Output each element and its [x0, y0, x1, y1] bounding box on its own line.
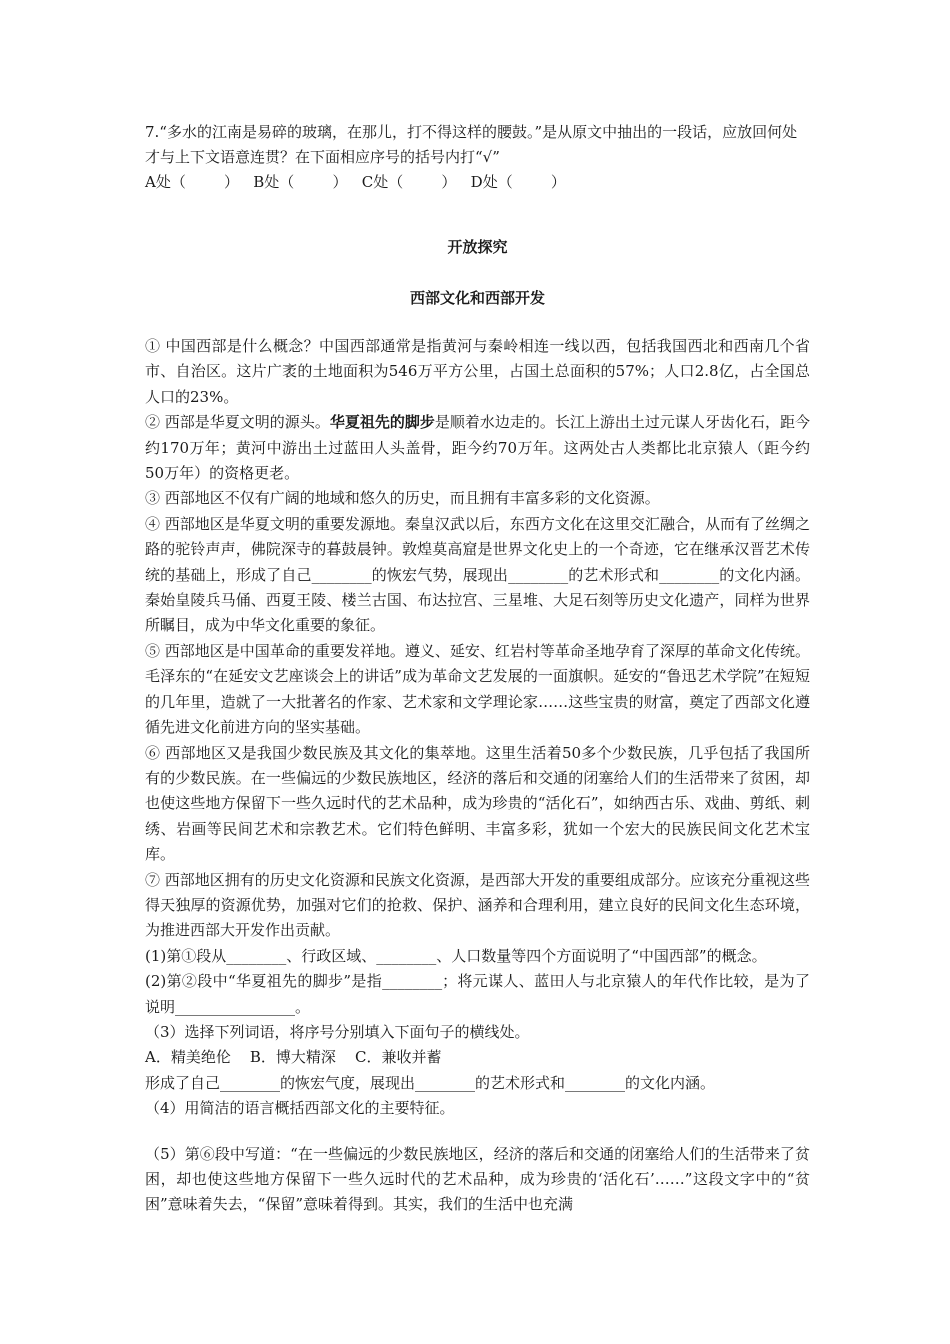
- article-title: 西部文化和西部开发: [409, 289, 545, 307]
- paragraph-6: ⑥ 西部地区又是我国少数民族及其文化的集萃地。这里生活着50多个少数民族，几乎包括了我国所有的少数民族。在一些偏远的少数民族地区，经济的落后和交通的闭塞给人们的生活带来了贫困，却也使这些地方保留下一些久远时代的艺术品种，成为珍贵的“活化石”，如纳西古乐、戏曲、剪纸、刺绣、岩画等民间艺术和宗教艺术。它们特色鲜明、丰富多彩，犹如一个宏大的民族民间文化艺术宝库。: [145, 743, 810, 864]
- question-3: （3）选择下列词语，将序号分别填入下面句子的横线处。: [145, 1022, 530, 1041]
- question-5: （5）第⑥段中写道：“在一些偏远的少数民族地区，经济的落后和交通的闭塞给人们的生活带来了贫困，却也使这些地方保留下一些久远时代的艺术品种，成为珍贵的‘活化石’……”这段文字中的“贫困”意味着失去，“保留”意味着得到。其实，我们的生活中也充满: [145, 1144, 810, 1214]
- paragraph-7: ⑦ 西部地区拥有的历史文化资源和民族文化资源，是西部大开发的重要组成部分。应该充分重视这些得天独厚的资源优势，加强对它们的抢救、保护、涵养和合理利用，建立良好的民间文化生态环境，为推进西部大开发作出贡献。: [145, 870, 810, 940]
- paragraph-4: ④ 西部地区是华夏文明的重要发源地。秦皇汉武以后，东西方文化在这里交汇融合，从而有了丝绸之路的驼铃声声，佛院深寺的暮鼓晨钟。敦煌莫高窟是世界文化史上的一个奇迹，它在继承汉晋艺术传统的基础上，形成了自己________的恢宏气势，展现出________的艺术形式和________的文化内涵。秦始皇陵兵马俑、西夏王陵、楼兰古国、布达拉宫、三星堆、大足石刻等历史文化遗产，同样为世界所瞩目，成为中华文化重要的象征。: [145, 514, 810, 635]
- paragraph-2-start: ② 西部是华夏文明的源头。: [145, 413, 330, 432]
- worksheet-page: [145, 120, 810, 1218]
- article-body: [145, 334, 810, 1218]
- paragraph-5: ⑤ 西部地区是中国革命的重要发祥地。遵义、延安、红岩村等革命圣地孕育了深厚的革命文化传统。毛泽东的“在延安文艺座谈会上的讲话”成为革命文艺发展的一面旗帜。延安的“鲁迅艺术学院”在短短的几年里，造就了一大批著名的作家、艺术家和文学理论家……这些宝贵的财富，奠定了西部文化遵循先进文化前进方向的坚实基础。: [145, 641, 810, 737]
- paragraph-2-emphasis: 华夏祖先的脚步: [329, 413, 435, 432]
- paragraph-2-rest: 是顺着水边走的。长江上游出土过元谋人牙齿化石，距今约170万年；黄河中游出土过蓝田人头盖骨，距今约70万年。这两处古人类都比北京猿人（距今约50万年）的资格更老。: [145, 413, 810, 483]
- question-3-sentence: 形成了自己________的恢宏气度，展现出________的艺术形式和________的文化内涵。: [145, 1073, 716, 1092]
- section-title: 开放探究: [447, 238, 508, 256]
- answer-space: [145, 1122, 810, 1142]
- question-4: （4）用简洁的语言概括西部文化的主要特征。: [145, 1099, 455, 1118]
- question-7-options: A处（ ） B处（ ） C处（ ） D处（ ）: [145, 173, 566, 191]
- question-7: 7.“多水的江南是易碎的玻璃，在那儿，打不得这样的腰鼓。”是从原文中抽出的一段话，应放回何处才与上下文语意连贯？在下面相应序号的括号内打“√”: [145, 123, 798, 166]
- paragraph-3: ③ 西部地区不仅有广阔的地域和悠久的历史，而且拥有丰富多彩的文化资源。: [145, 489, 660, 508]
- paragraph-2: [145, 410, 810, 486]
- question-2: (2)第②段中“华夏祖先的脚步”是指________；将元谋人、蓝田人与北京猿人的年代作比较，是为了说明________________。: [145, 972, 810, 1016]
- paragraph-1: ① 中国西部是什么概念？中国西部通常是指黄河与秦岭相连一线以西，包括我国西北和西南几个省市、自治区。这片广袤的土地面积为546万平方公里，占国土总面积的57%；人口2.8亿，占全国总人口的23%。: [145, 337, 810, 406]
- question-1: (1)第①段从________、行政区域、________、人口数量等四个方面说明了“中国西部”的概念。: [145, 946, 767, 965]
- question-3-options: A．精美绝伦 B．博大精深 C．兼收并蓄: [145, 1048, 442, 1067]
